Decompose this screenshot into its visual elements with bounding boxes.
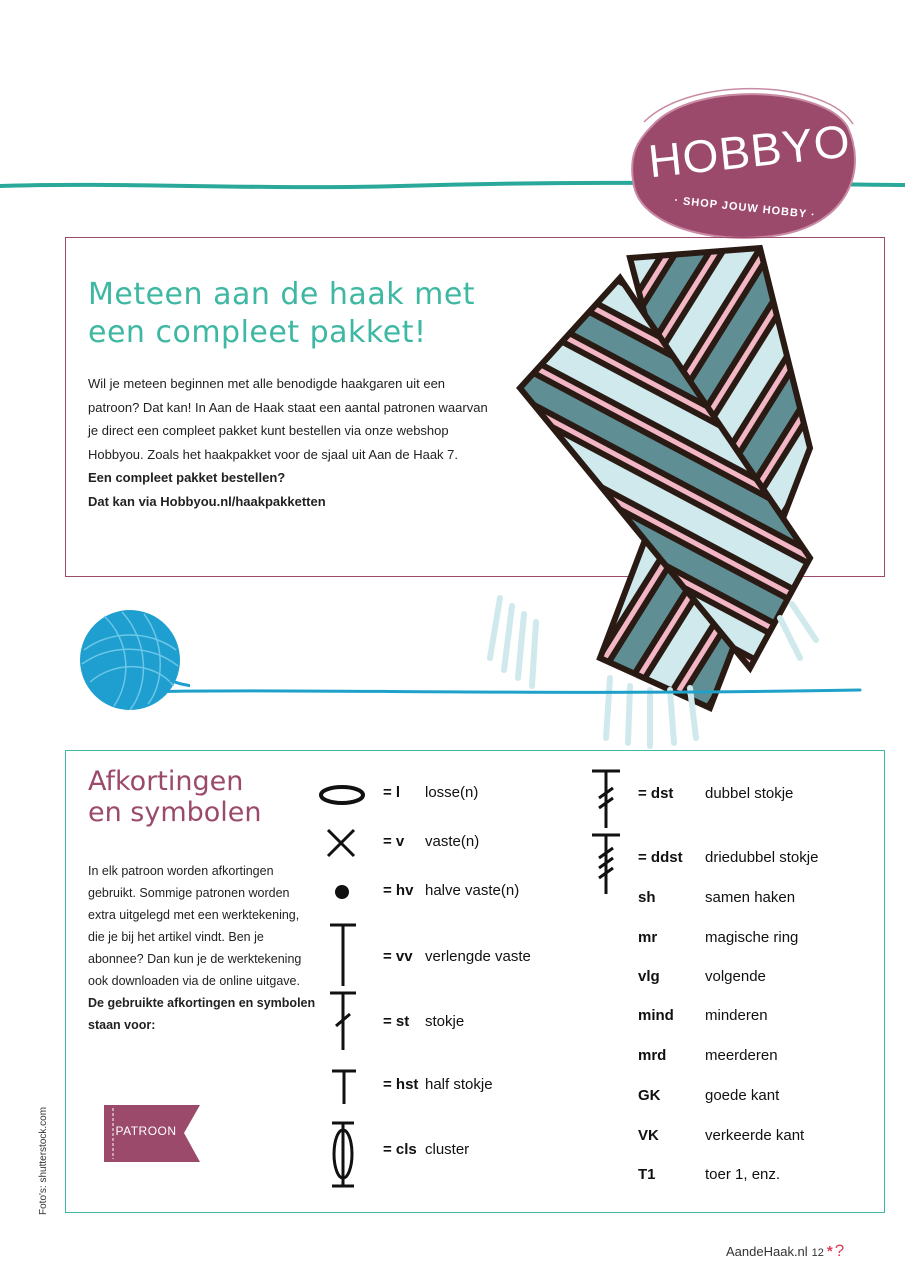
code-mind: mind (638, 1007, 674, 1024)
code-sh: sh (638, 889, 656, 906)
cluster-icon (328, 1120, 358, 1190)
desc-mrd: meerderen (705, 1047, 778, 1064)
desc-hst: half stokje (425, 1076, 493, 1093)
desc-t1: toer 1, enz. (705, 1166, 781, 1183)
page-number: 12 (811, 1247, 824, 1259)
intro-text: In elk patroon worden afkortingen gebruikt. Sommige patronen worden extra uitgelegd met een werktekening, die je bij het artikel vindt. Ben je abonnee? Dan kun je de werktekening ook downloaden via de online uitgave. (88, 864, 302, 988)
code-hv: = hv (383, 882, 414, 899)
star-icon: * (826, 1243, 833, 1260)
code-mrd: mrd (638, 1047, 667, 1064)
yarn-ball-image (70, 600, 190, 720)
desc-mr: magische ring (705, 929, 799, 946)
short-t-icon (330, 1068, 358, 1106)
desc-mind: minderen (705, 1007, 768, 1024)
code-vk: VK (638, 1127, 659, 1144)
code-vlg: vlg (638, 968, 660, 985)
desc-dst: dubbel stokje (705, 785, 794, 802)
desc-vk: verkeerde kant (705, 1127, 805, 1144)
code-st: = st (383, 1013, 410, 1030)
t-slash-icon (328, 990, 358, 1052)
code-mr: mr (638, 929, 658, 946)
desc-l: losse(n) (425, 784, 479, 801)
patroon-tag-label[interactable]: PATROON (115, 1124, 177, 1138)
code-t1: T1 (638, 1166, 656, 1183)
double-crochet-icon (590, 768, 622, 830)
desc-vv: verlengde vaste (425, 948, 531, 965)
desc-v: vaste(n) (425, 833, 480, 850)
scarf-image (480, 238, 840, 750)
code-gk: GK (638, 1087, 661, 1104)
tall-t-icon (328, 922, 358, 988)
badge-title: HOBBYOU (645, 110, 888, 188)
code-ddst: = ddst (638, 849, 683, 866)
desc-sh: samen haken (705, 889, 796, 906)
abbreviations-title-2: en symbolen (88, 797, 262, 828)
footer (726, 1241, 844, 1261)
promo-cta-1: Een compleet pakket bestellen? (88, 470, 286, 485)
desc-ddst: driedubbel stokje (705, 849, 819, 866)
code-cls: = cls (383, 1141, 417, 1158)
desc-gk: goede kant (705, 1087, 780, 1104)
promo-text: Wil je meteen beginnen met alle benodigde haakgaren uit een patroon? Dat kan! In Aan de Haak staat een aantal patronen waarvan je direct een compleet pakket kunt bestellen via onze webshop Hobbyou. Zoals het haakpakket voor de sjaal uit Aan de Haak 7. (88, 376, 488, 462)
abbreviations-title (88, 766, 308, 828)
code-hst: = hst (383, 1076, 419, 1093)
badge-tagline: · SHOP JOUW HOBBY · (673, 194, 817, 222)
abbreviations-intro (88, 860, 316, 1036)
code-l: = l (383, 784, 401, 801)
intro-bold: De gebruikte afkortingen en symbolen staan voor: (88, 996, 316, 1032)
code-v: = v (383, 833, 405, 850)
chain-oval-icon (318, 784, 366, 806)
desc-hv: halve vaste(n) (425, 882, 520, 899)
promo-title: Meteen aan de haak met een compleet pakket! (88, 277, 476, 350)
code-dst: = dst (638, 785, 674, 802)
hobbyou-logo (622, 86, 888, 246)
desc-vlg: volgende (705, 968, 766, 985)
desc-st: stokje (425, 1013, 465, 1030)
photo-credit: Foto's: shutterstock.com (38, 1106, 49, 1215)
desc-cls: cluster (425, 1141, 470, 1158)
cross-icon (324, 826, 358, 860)
code-vv: = vv (383, 948, 413, 965)
triple-crochet-icon (590, 832, 622, 896)
promo-body (88, 372, 488, 513)
footer-mark: ? (834, 1241, 845, 1260)
footer-site[interactable]: AandeHaak.nl (726, 1244, 808, 1259)
abbreviations-title-1: Afkortingen (88, 766, 244, 797)
promo-cta-2[interactable]: Dat kan via Hobbyou.nl/haakpakketten (88, 493, 326, 509)
dot-icon (334, 884, 350, 900)
